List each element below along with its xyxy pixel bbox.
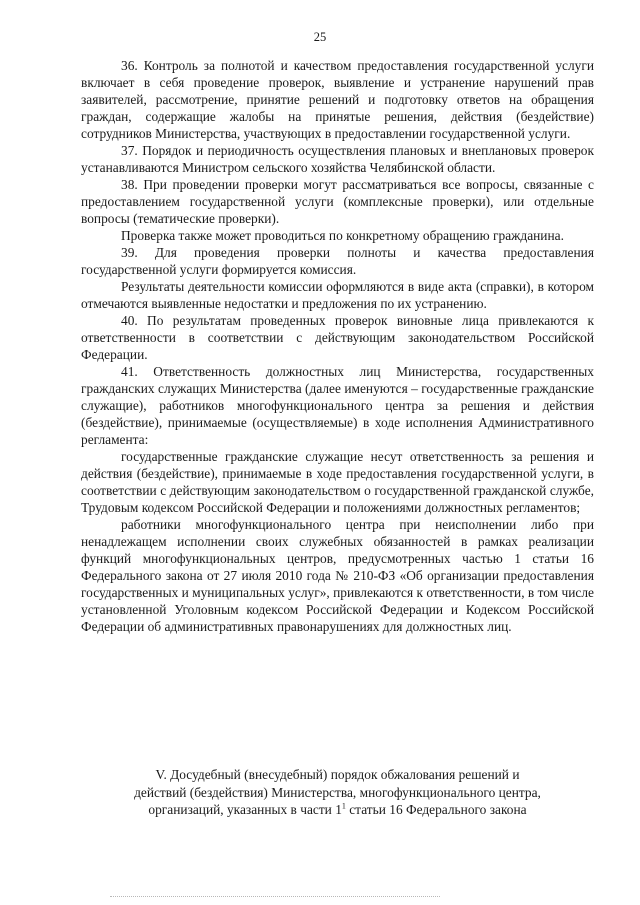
document-body [81,57,594,635]
section-heading-line-3-end: статьи 16 Федерального закона [345,802,527,817]
paragraph-38: 38. При проведении проверки могут рассматриваться все вопросы, связанные с предоставлением государственной услуги (комплексные проверки), или отдельные вопросы (тематические проверки). [81,177,594,226]
section-heading-line-1: V. Досудебный (внесудебный) порядок обжалования решений и [155,767,520,782]
page-number: 25 [313,30,327,44]
paragraph-36: 36. Контроль за полнотой и качеством предоставления государственной услуги включает в себя проведение проверок, выявление и устранение нарушений прав заявителей, рассмотрение, принятие решений и подготовку ответов на обращения граждан, содержащие жалобы на принятые решения, действия (бездействие) сотрудников Министерства, участвующих в предоставлении государственной услуги. [81,58,594,141]
paragraph-40: 40. По результатам проведенных проверок виновные лица привлекаются к ответственности в соответствии с действующим законодательством Российской Федерации. [81,313,594,362]
paragraph-39: 39. Для проведения проверки полноты и качества предоставления государственной услуги формируется комиссия. [81,245,594,277]
scan-bottom-artifact [110,896,440,897]
section-heading-line-3-start: организаций, указанных в части 1 [148,802,342,817]
paragraph-41-mfc-workers: работники многофункционального центра при неисполнении либо при ненадлежащем исполнении своих служебных обязанностей в рамках реализации функций многофункциональных центров, предусмотренных частью 1 статьи 16 Федерального закона от 27 июля 2010 года № 210-ФЗ «Об организации предоставления государственных и муниципальных услуг», привлекаются к ответственности, в том числе установленной Уголовным кодексом Российской Федерации и Кодексом Российской Федерации об административных правонарушениях для должностных лиц. [81,517,594,634]
paragraph-38-continued: Проверка также может проводиться по конкретному обращению гражданина. [121,228,564,243]
paragraph-37: 37. Порядок и периодичность осуществления плановых и внеплановых проверок устанавливаются Министром сельского хозяйства Челябинской области. [81,143,594,175]
section-heading-superscript: 1 [341,801,346,811]
paragraph-41: 41. Ответственность должностных лиц Министерства, государственных гражданских служащих Министерства (далее именуются – государственные гражданские служащие), работников многофункционального центра за решения и действия (бездействие), принимаемые (осуществляемые) в ходе исполнения Административного регламента: [81,364,594,447]
section-heading [81,766,594,819]
paragraph-41-civil-servants: государственные гражданские служащие несут ответственность за решения и действия (бездействие), принимаемые в ходе предоставления государственной услуги, в соответствии с действующим законодательством о государственной гражданской службе, Трудовым кодексом Российской Федерации и положениями должностных регламентов; [81,449,594,515]
section-heading-line-2: действий (бездействия) Министерства, многофункционального центра, [134,784,541,800]
section-heading-line-3 [81,801,594,819]
paragraph-39-continued: Результаты деятельности комиссии оформляются в виде акта (справки), в котором отмечаются выявленные недостатки и предложения по их устранению. [81,279,594,311]
